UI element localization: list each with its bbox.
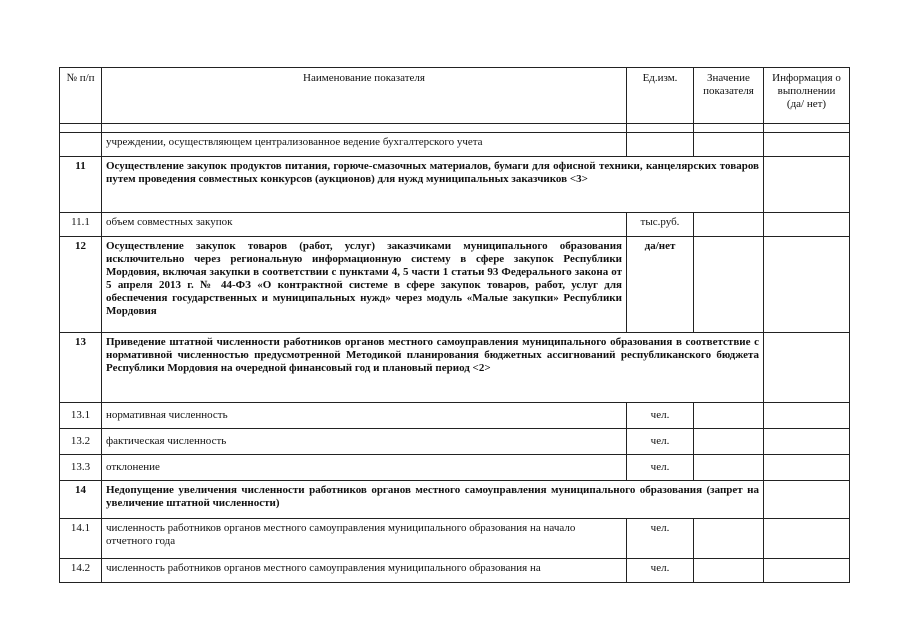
- row-value: [694, 559, 764, 583]
- table-row: [60, 481, 850, 519]
- row-info: [764, 429, 850, 455]
- row-name: Осуществление закупок товаров (работ, услуг) заказчиками муниципального образования исключительно через региональную информационную систему в сфере закупок Республики Мордовия, включая закупки в соответствии с пунктами 4, 5 части 1 статьи 93 Федерального закона от 5 апреля 2013 г. № 44-ФЗ «О контрактной системе в сфере закупок товаров, работ, услуг для обеспечения государственных и муниципальных нужд» через модуль «Малые закупки» Республики Мордовия: [102, 237, 627, 333]
- row-info: [764, 333, 850, 403]
- row-num: 14.2: [60, 559, 102, 583]
- header-info: Информация о выполнении (да/ нет): [764, 68, 850, 124]
- row-info: [764, 455, 850, 481]
- table-row: [60, 237, 850, 333]
- row-info: [764, 133, 850, 157]
- table-row: [60, 455, 850, 481]
- row-unit: да/нет: [627, 237, 694, 333]
- row-value: [694, 519, 764, 559]
- row-num: 13.3: [60, 455, 102, 481]
- row-value: [694, 133, 764, 157]
- table-row: [60, 519, 850, 559]
- row-num: [60, 133, 102, 157]
- row-name: Приведение штатной численности работников органов местного самоуправления муниципального образования в соответствие с нормативной численностью предусмотренной Методикой планирования бюджетных ассигнований республиканского бюджета Республики Мордовия на очередной финансовый год и плановый период <2>: [102, 333, 764, 403]
- row-unit: тыс.руб.: [627, 213, 694, 237]
- row-num: 14.1: [60, 519, 102, 559]
- row-info: [764, 157, 850, 213]
- row-name: численность работников органов местного самоуправления муниципального образования на начало отчетного года: [102, 519, 627, 559]
- row-value: [694, 403, 764, 429]
- table-gap-row: [60, 124, 850, 133]
- row-name: нормативная численность: [102, 403, 627, 429]
- row-name: Осуществление закупок продуктов питания, горюче-смазочных материалов, бумаги для офисной техники, канцелярских товаров путем проведения совместных конкурсов (аукционов) для нужд муниципальных заказчиков <3>: [102, 157, 764, 213]
- row-info: [764, 403, 850, 429]
- row-unit: [627, 133, 694, 157]
- row-unit: чел.: [627, 519, 694, 559]
- row-name: Недопущение увеличения численности работников органов местного самоуправления муниципального образования (запрет на увеличение штатной численности): [102, 481, 764, 519]
- table-row: [60, 559, 850, 583]
- row-info: [764, 237, 850, 333]
- row-value: [694, 455, 764, 481]
- header-name: Наименование показателя: [102, 68, 627, 124]
- row-value: [694, 237, 764, 333]
- row-num: 11.1: [60, 213, 102, 237]
- table-row: [60, 333, 850, 403]
- row-name: численность работников органов местного самоуправления муниципального образования на: [102, 559, 627, 583]
- table-row: [60, 133, 850, 157]
- row-name: учреждении, осуществляющем централизованное ведение бухгалтерского учета: [102, 133, 627, 157]
- row-name: объем совместных закупок: [102, 213, 627, 237]
- header-num: № п/п: [60, 68, 102, 124]
- header-value: Значение показателя: [694, 68, 764, 124]
- table-row: [60, 403, 850, 429]
- table-header-row: [60, 68, 850, 124]
- row-info: [764, 481, 850, 519]
- row-num: 13.2: [60, 429, 102, 455]
- table-row: [60, 429, 850, 455]
- row-num: 11: [60, 157, 102, 213]
- row-value: [694, 429, 764, 455]
- row-value: [694, 213, 764, 237]
- row-unit: чел.: [627, 429, 694, 455]
- row-unit: чел.: [627, 403, 694, 429]
- indicator-table: [59, 67, 850, 583]
- row-num: 12: [60, 237, 102, 333]
- table-row: [60, 213, 850, 237]
- row-info: [764, 213, 850, 237]
- table-row: [60, 157, 850, 213]
- row-name: отклонение: [102, 455, 627, 481]
- row-info: [764, 559, 850, 583]
- row-num: 13: [60, 333, 102, 403]
- row-unit: чел.: [627, 455, 694, 481]
- header-unit: Ед.изм.: [627, 68, 694, 124]
- row-unit: чел.: [627, 559, 694, 583]
- row-info: [764, 519, 850, 559]
- row-name: фактическая численность: [102, 429, 627, 455]
- row-num: 13.1: [60, 403, 102, 429]
- row-num: 14: [60, 481, 102, 519]
